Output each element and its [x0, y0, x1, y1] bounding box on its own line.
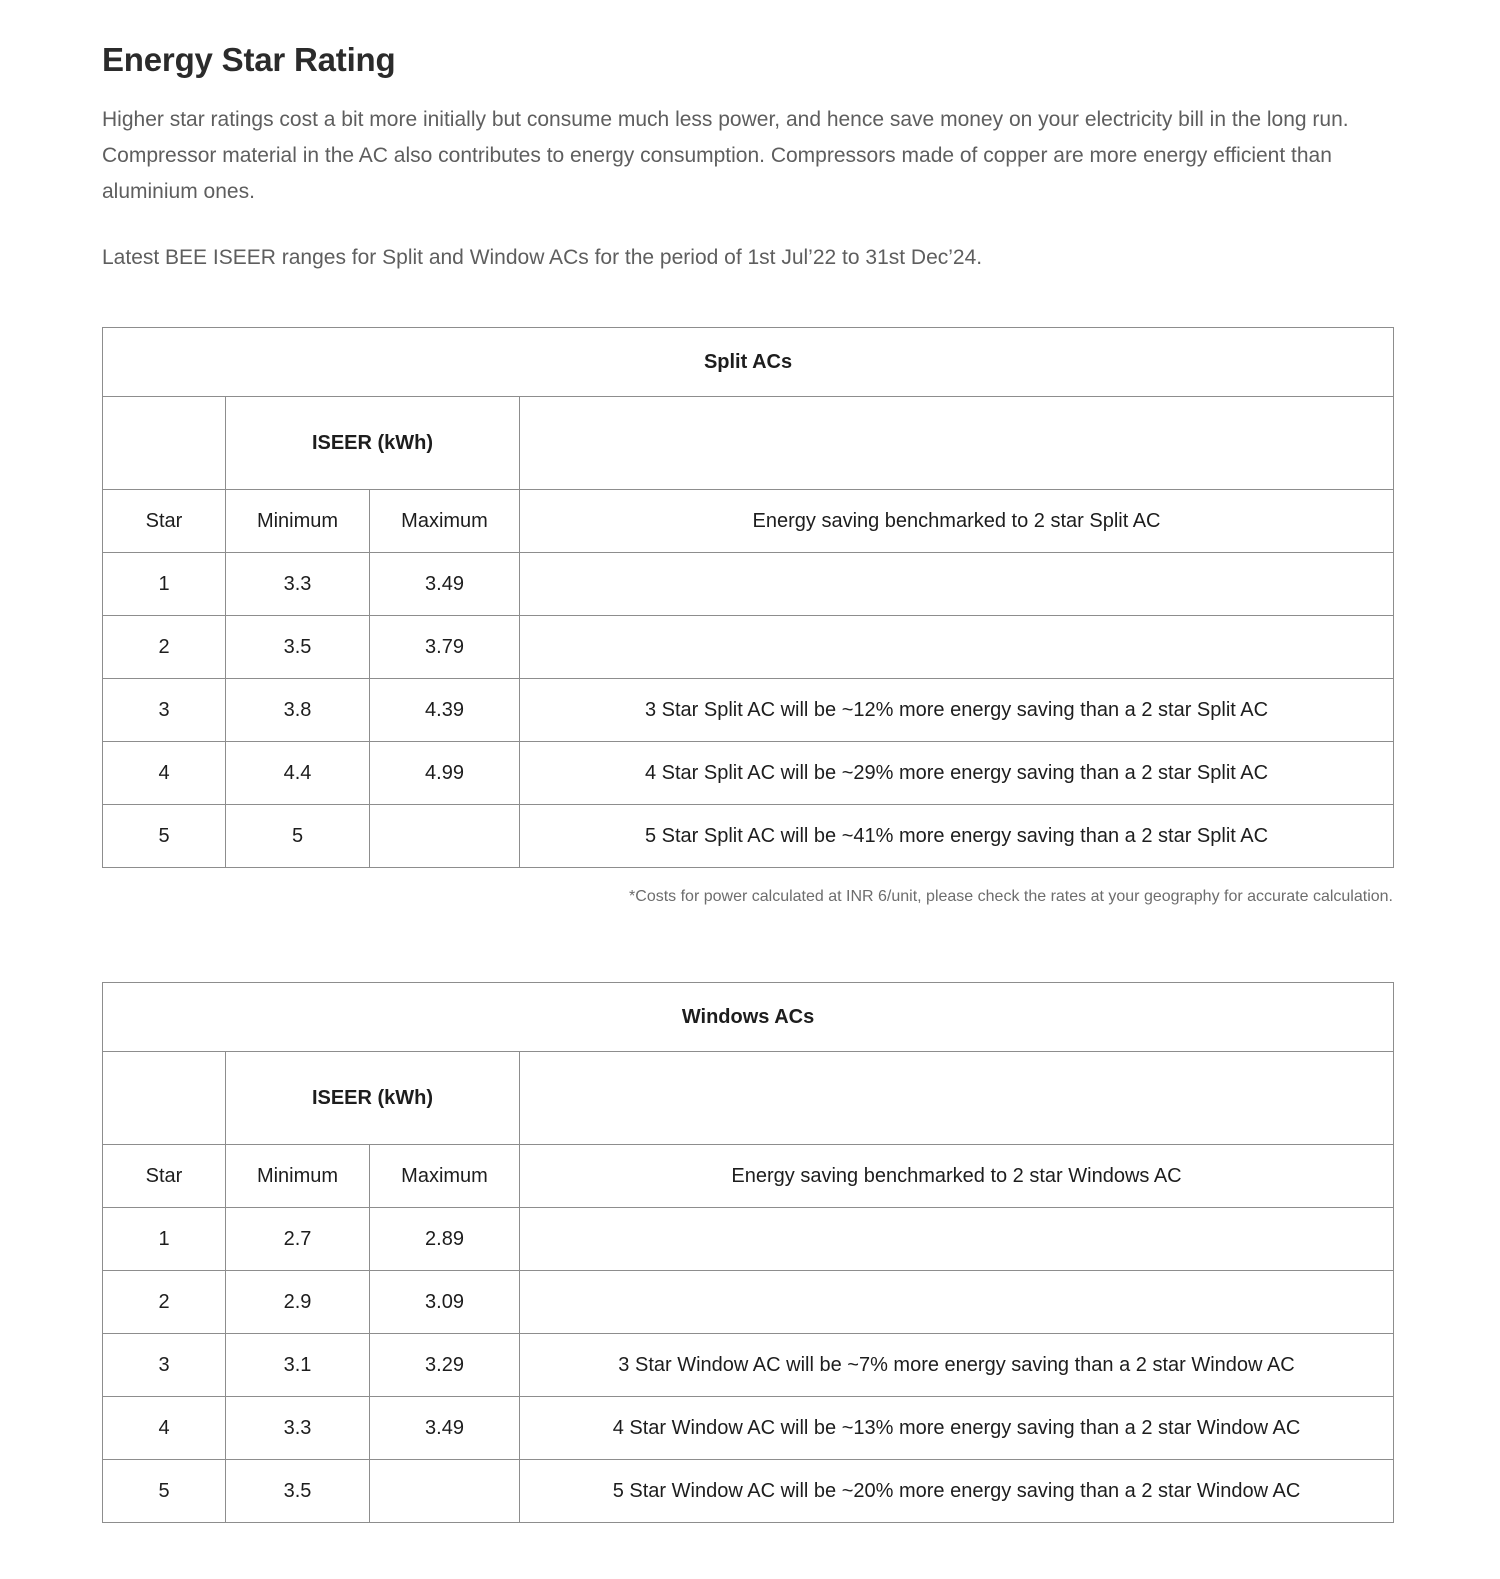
windows-row-3-minimum: 3.3 [226, 1397, 370, 1460]
split-row-2-description: 3 Star Split AC will be ~12% more energy saving than a 2 star Split AC [520, 679, 1394, 742]
windows-iseer-group-header: ISEER (kWh) [226, 1052, 520, 1145]
table-title-row [103, 983, 1394, 1052]
split-table-footnote: *Costs for power calculated at INR 6/unit, please check the rates at your geography for accurate calculation. [629, 888, 1393, 905]
windows-row-2-maximum: 3.29 [370, 1334, 520, 1397]
table-row [103, 679, 1394, 742]
windows-row-0-star: 1 [103, 1208, 226, 1271]
split-row-1-star: 2 [103, 616, 226, 679]
split-row-3-description: 4 Star Split AC will be ~29% more energy saving than a 2 star Split AC [520, 742, 1394, 805]
split-row-0-maximum: 3.49 [370, 553, 520, 616]
windows-row-2-star: 3 [103, 1334, 226, 1397]
windows-row-4-description: 5 Star Window AC will be ~20% more energy saving than a 2 star Window AC [520, 1460, 1394, 1523]
windows-col-header-minimum: Minimum [226, 1145, 370, 1208]
windows-row-0-minimum: 2.7 [226, 1208, 370, 1271]
table-row [103, 742, 1394, 805]
blank-cell-description [520, 1052, 1394, 1145]
windows-col-header-description: Energy saving benchmarked to 2 star Windows AC [520, 1145, 1394, 1208]
windows-row-3-description: 4 Star Window AC will be ~13% more energy saving than a 2 star Window AC [520, 1397, 1394, 1460]
split-row-0-star: 1 [103, 553, 226, 616]
blank-cell-star [103, 397, 226, 490]
split-row-1-minimum: 3.5 [226, 616, 370, 679]
intro-paragraph-2: Latest BEE ISEER ranges for Split and Window ACs for the period of 1st Jul’22 to 31st Dec’24. [102, 246, 983, 269]
split-row-2-star: 3 [103, 679, 226, 742]
split-row-0-description [520, 553, 1394, 616]
table-column-header-row [103, 1145, 1394, 1208]
windows-row-0-description [520, 1208, 1394, 1271]
intro-paragraph-1: Higher star ratings cost a bit more initially but consume much less power, and hence save money on your electricity bill in the long run. Compressor material in the AC also contributes to energy consumption. Compressors made of copper are more energy efficient than aluminium ones. [102, 108, 1349, 203]
windows-row-0-maximum: 2.89 [370, 1208, 520, 1271]
table-row [103, 1271, 1394, 1334]
split-col-header-description: Energy saving benchmarked to 2 star Split AC [520, 490, 1394, 553]
windows-row-1-maximum: 3.09 [370, 1271, 520, 1334]
windows-row-3-maximum: 3.49 [370, 1397, 520, 1460]
blank-cell-description [520, 397, 1394, 490]
table-row [103, 1460, 1394, 1523]
windows-row-2-minimum: 3.1 [226, 1334, 370, 1397]
windows-col-header-star: Star [103, 1145, 226, 1208]
split-row-4-maximum [370, 805, 520, 868]
split-table-title: Split ACs [103, 328, 1394, 397]
windows-row-1-minimum: 2.9 [226, 1271, 370, 1334]
split-row-0-minimum: 3.3 [226, 553, 370, 616]
table-title-row [103, 328, 1394, 397]
table-column-header-row [103, 490, 1394, 553]
split-row-4-star: 5 [103, 805, 226, 868]
split-iseer-group-header: ISEER (kWh) [226, 397, 520, 490]
split-row-3-maximum: 4.99 [370, 742, 520, 805]
blank-cell-star [103, 1052, 226, 1145]
windows-table-title: Windows ACs [103, 983, 1394, 1052]
windows-acs-table [102, 982, 1394, 1523]
table-row [103, 1397, 1394, 1460]
windows-row-4-maximum [370, 1460, 520, 1523]
windows-row-1-star: 2 [103, 1271, 226, 1334]
split-row-2-maximum: 4.39 [370, 679, 520, 742]
table-row [103, 553, 1394, 616]
split-row-1-description [520, 616, 1394, 679]
split-col-header-star: Star [103, 490, 226, 553]
windows-row-1-description [520, 1271, 1394, 1334]
table-row [103, 1334, 1394, 1397]
windows-row-4-star: 5 [103, 1460, 226, 1523]
split-col-header-maximum: Maximum [370, 490, 520, 553]
split-acs-table [102, 327, 1394, 868]
table-row [103, 616, 1394, 679]
table-row [103, 805, 1394, 868]
split-row-1-maximum: 3.79 [370, 616, 520, 679]
split-row-4-description: 5 Star Split AC will be ~41% more energy saving than a 2 star Split AC [520, 805, 1394, 868]
table-group-header-row [103, 1052, 1394, 1145]
windows-col-header-maximum: Maximum [370, 1145, 520, 1208]
table-spacer [102, 908, 1398, 982]
windows-row-3-star: 4 [103, 1397, 226, 1460]
table-row [103, 1208, 1394, 1271]
split-row-2-minimum: 3.8 [226, 679, 370, 742]
split-col-header-minimum: Minimum [226, 490, 370, 553]
windows-row-4-minimum: 3.5 [226, 1460, 370, 1523]
split-row-4-minimum: 5 [226, 805, 370, 868]
windows-row-2-description: 3 Star Window AC will be ~7% more energy saving than a 2 star Window AC [520, 1334, 1394, 1397]
split-row-3-minimum: 4.4 [226, 742, 370, 805]
split-row-3-star: 4 [103, 742, 226, 805]
table-group-header-row [103, 397, 1394, 490]
page-title: Energy Star Rating [102, 41, 396, 78]
